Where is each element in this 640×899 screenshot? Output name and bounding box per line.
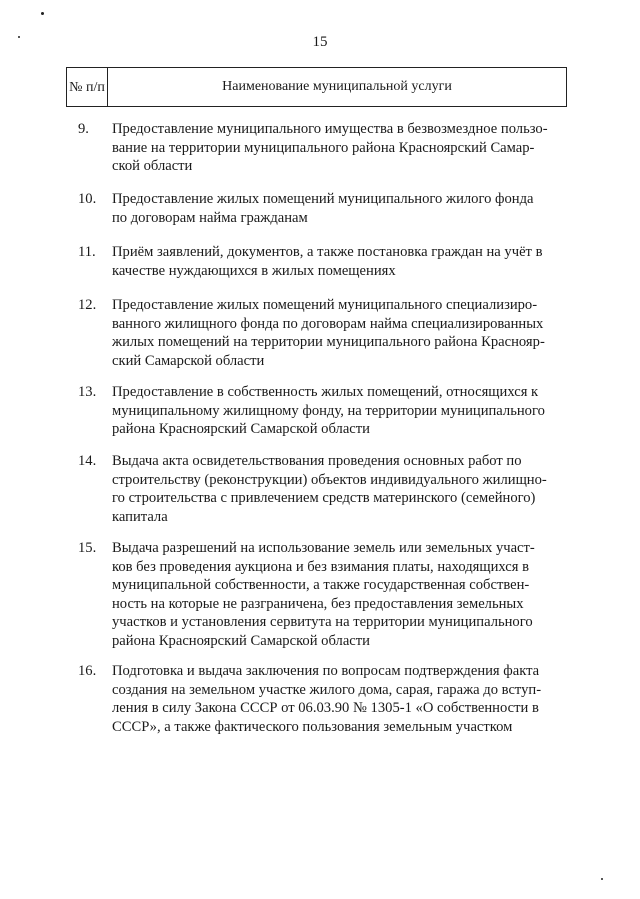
service-item-number: 11. (78, 244, 96, 260)
service-item-line: го строительства с привлечением средств материнского (семейного) (112, 490, 536, 507)
service-item-line: ванного жилищного фонда по договорам найма специализированных (112, 315, 544, 332)
service-item-number: 15. (78, 540, 97, 556)
service-item (78, 383, 566, 438)
service-item (78, 452, 566, 525)
service-item-line: муниципальной собственности, а также государственная собствен- (112, 577, 530, 594)
service-item (78, 296, 566, 369)
service-item-number: 14. (78, 453, 97, 469)
service-item-line: Подготовка и выдача заключения по вопросам подтверждения факта (112, 663, 540, 679)
service-item-line: ской области (112, 158, 193, 175)
column-header-number: № п/п (67, 68, 108, 107)
page-number: 15 (312, 34, 328, 50)
service-item-line: ков без проведения аукциона и без взимания платы, находящихся в (112, 558, 530, 575)
service-item-number: 13. (78, 384, 97, 400)
service-item-line: Выдача акта освидетельствования проведения основных работ по (112, 453, 522, 469)
service-item (78, 662, 566, 735)
service-item-line: участков и установления сервитута на территории муниципального (112, 614, 533, 631)
service-item-line: Предоставление жилых помещений муниципального специализиро- (112, 297, 538, 313)
service-item-line: вание на территории муниципального района Красноярский Самар- (112, 139, 535, 156)
service-list (78, 120, 566, 735)
service-item-text (112, 452, 566, 526)
column-header-name: Наименование муниципальной услуги (108, 68, 567, 107)
service-item (78, 243, 566, 279)
service-item-text (112, 190, 566, 227)
service-item-text (112, 296, 566, 370)
service-item-text (112, 539, 566, 651)
service-item-number: 12. (78, 297, 97, 313)
service-item-line: Приём заявлений, документов, а также постановка граждан на учёт в (112, 244, 543, 260)
service-item-line: СССР», а также фактического пользования земельным участком (112, 718, 513, 735)
service-item-line: создания на земельном участке жилого дома, сарая, гаража до вступ- (112, 681, 542, 698)
service-item-number: 10. (78, 191, 97, 207)
scan-speck (41, 12, 44, 15)
service-item-line: Выдача разрешений на использование земель или земельных участ- (112, 540, 535, 556)
service-item-line: Предоставление в собственность жилых помещений, относящихся к (112, 384, 539, 400)
service-item-text (112, 662, 566, 736)
service-item-line: Предоставление жилых помещений муниципального жилого фонда (112, 191, 534, 207)
service-item-text (112, 383, 566, 439)
service-item-line: по договорам найма гражданам (112, 209, 308, 226)
service-item-line: ность на которые не разграничена, без предоставления земельных (112, 595, 524, 612)
service-item-line: жилых помещений на территории муниципального района Краснояр- (112, 334, 545, 351)
service-item-line: капитала (112, 508, 168, 525)
service-item-line: качестве нуждающихся в жилых помещениях (112, 262, 396, 279)
service-item-line: ления в силу Закона СССР от 06.03.90 № 1305-1 «О собственности в (112, 700, 539, 717)
service-item (78, 190, 566, 226)
services-table-header (66, 67, 567, 107)
service-item-number: 9. (78, 121, 89, 137)
service-item-line: муниципальному жилищному фонду, на территории муниципального (112, 402, 545, 419)
service-item-line: района Красноярский Самарской области (112, 632, 370, 649)
service-item (78, 539, 566, 649)
service-item-line: строительству (реконструкции) объектов индивидуального жилищно- (112, 471, 547, 488)
service-item (78, 120, 566, 175)
service-item-line: Предоставление муниципального имущества в безвозмездное пользо- (112, 121, 548, 137)
scan-speck (601, 878, 603, 880)
service-item-number: 16. (78, 663, 97, 679)
service-item-line: ский Самарской области (112, 352, 265, 369)
service-item-text (112, 120, 566, 176)
service-item-text (112, 243, 566, 280)
service-item-line: района Красноярский Самарской области (112, 421, 370, 438)
